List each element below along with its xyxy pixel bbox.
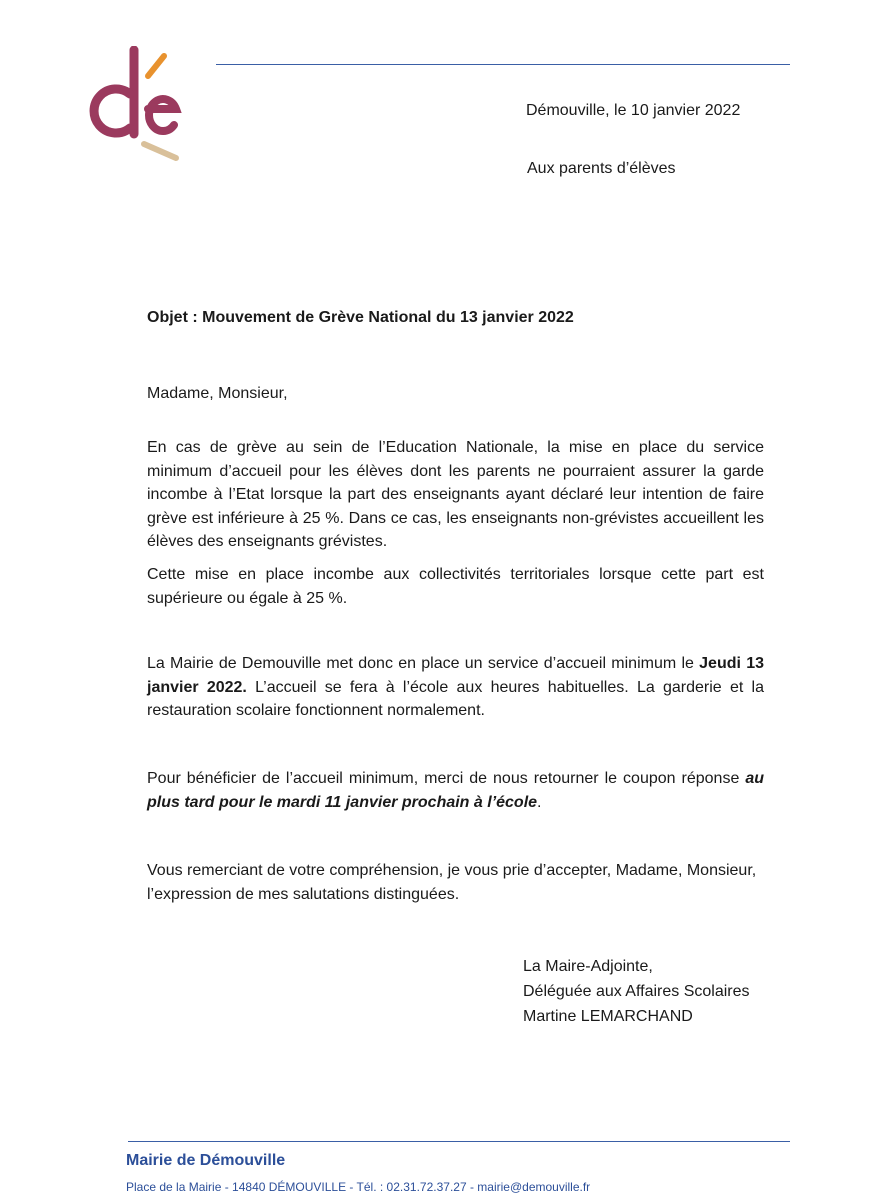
paragraph-minimum-service xyxy=(147,652,764,723)
signature-role: Déléguée aux Affaires Scolaires xyxy=(523,983,750,1000)
paragraph-closing: Vous remerciant de votre compréhension, je vous prie d’accepter, Madame, Monsieur, l’expression de mes salutations distinguées. xyxy=(147,862,757,903)
footer-address: Place de la Mairie - 14840 DÉMOUVILLE - Tél. : 02.31.72.37.27 - mairie@demouville.fr xyxy=(126,1180,591,1194)
footer-rule xyxy=(128,1141,790,1142)
paragraph-strike-context: En cas de grève au sein de l’Education Nationale, la mise en place du service minimum d’accueil pour les élèves dont les parents ne pourraient assurer la garde incombe à l’Etat lorsque la part des enseignants ayant déclaré leur intention de faire grève est inférieure à 25 %. Dans ce cas, les enseignants non-grévistes accueillent les élèves des enseignants grévistes. xyxy=(147,439,764,550)
deadline-emphasis: au plus tard pour le mardi 11 janvier prochain à l’école xyxy=(147,770,764,811)
signature-block xyxy=(523,954,750,1029)
letter-recipient: Aux parents d’élèves xyxy=(527,160,676,177)
signature-name: Martine LEMARCHAND xyxy=(523,1008,693,1025)
header-rule xyxy=(216,64,790,65)
p4-text-before: Pour bénéficier de l’accueil minimum, merci de nous retourner le coupon réponse xyxy=(147,770,746,787)
p3-text-before: La Mairie de Demouville met donc en place un service d’accueil minimum le xyxy=(147,655,700,672)
municipal-logo xyxy=(76,46,186,164)
footer-org-name: Mairie de Démouville xyxy=(126,1152,286,1169)
p3-text-after: L’accueil se fera à l’école aux heures habituelles. La garderie et la restauration scolaire fonctionnent normalement. xyxy=(147,678,765,719)
paragraph-collectivities: Cette mise en place incombe aux collectivités territoriales lorsque cette part est supérieure ou égale à 25 %. xyxy=(147,566,764,607)
letter-subject: Objet : Mouvement de Grève National du 13 janvier 2022 xyxy=(147,309,574,326)
letter-salutation: Madame, Monsieur, xyxy=(147,385,288,402)
p4-text-after: . xyxy=(537,793,542,811)
signature-title: La Maire-Adjointe, xyxy=(523,958,653,975)
strike-date-highlight: Jeudi 13 janvier 2022. xyxy=(147,655,765,696)
paragraph-coupon-reply xyxy=(147,767,764,814)
letter-date: Démouville, le 10 janvier 2022 xyxy=(526,102,741,119)
